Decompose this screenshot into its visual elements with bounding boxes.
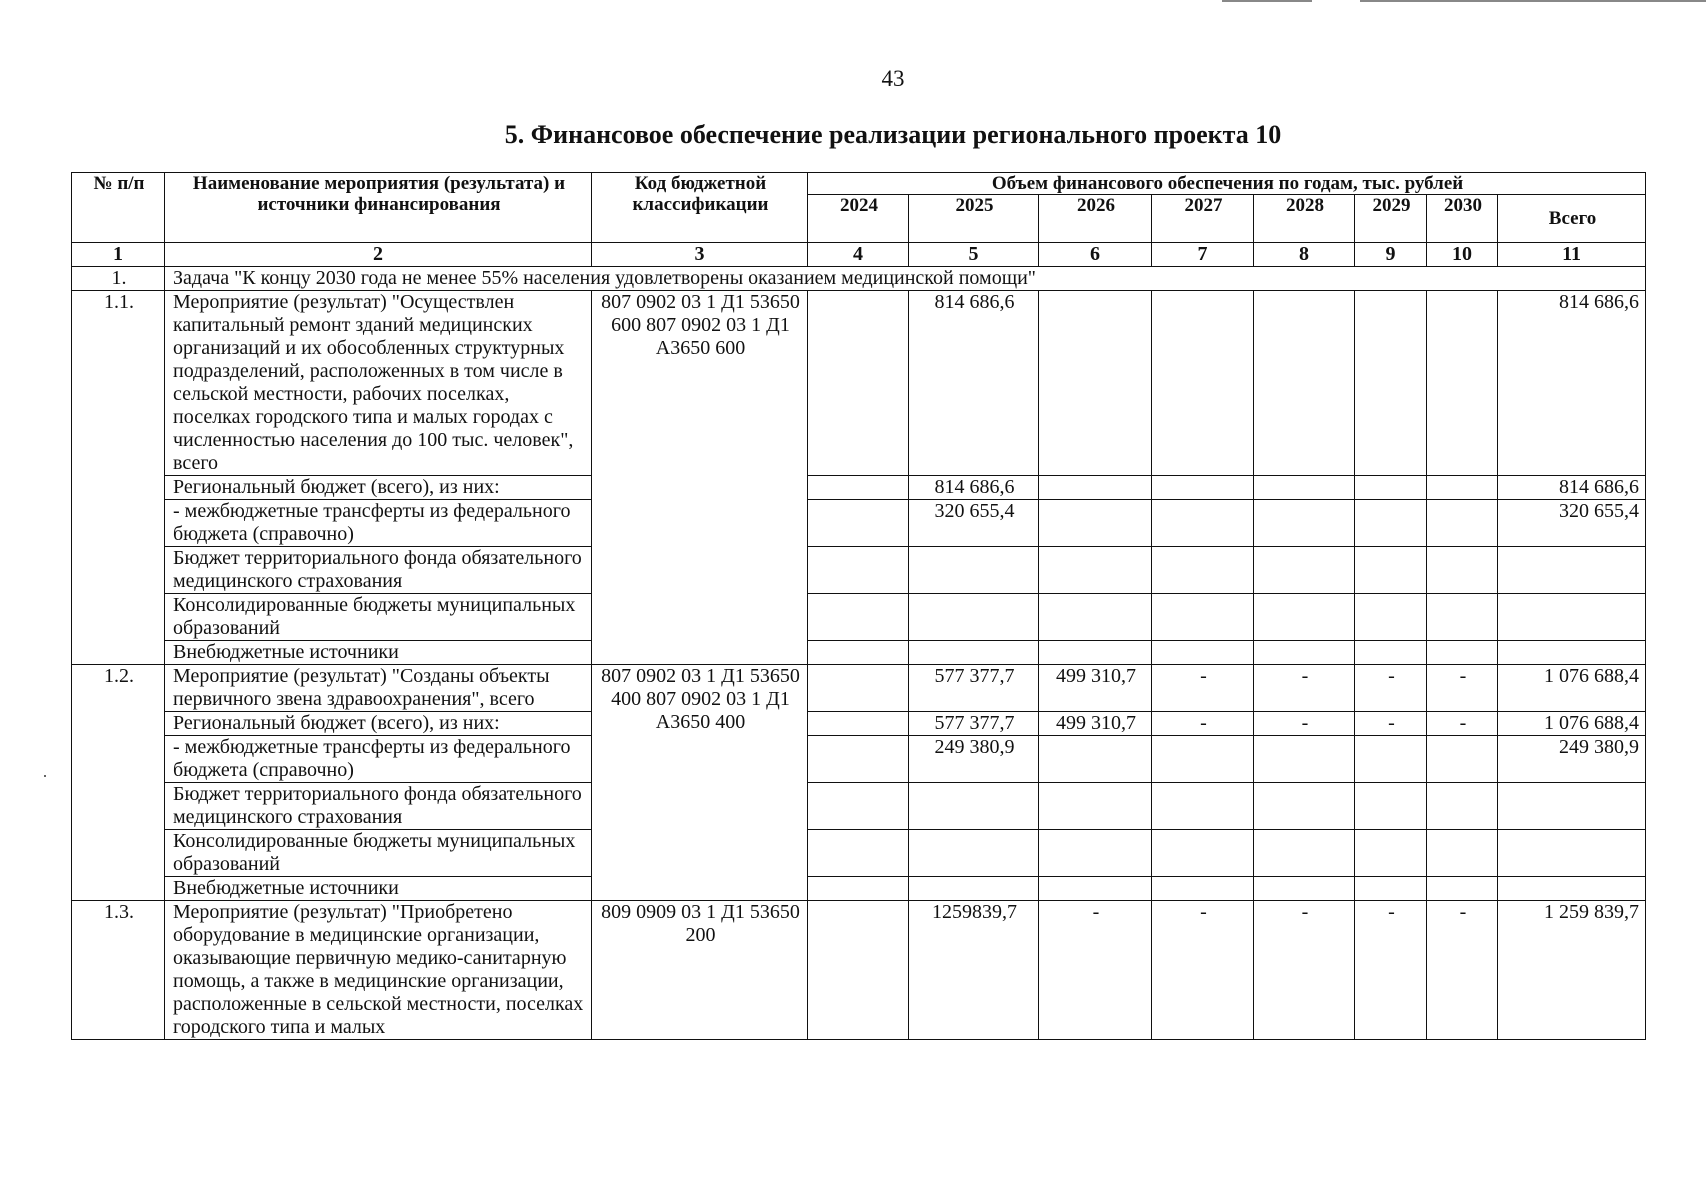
year-value	[808, 736, 909, 783]
year-value: -	[1355, 665, 1427, 712]
year-value	[1152, 736, 1254, 783]
funding-source-name: Региональный бюджет (всего), из них:	[165, 712, 592, 736]
task-row	[72, 267, 1646, 291]
scan-edge-line	[1222, 0, 1312, 2]
year-value	[1152, 291, 1254, 476]
year-value	[1152, 500, 1254, 547]
year-value	[1355, 476, 1427, 500]
funding-source-name: Консолидированные бюджеты муниципальных образований	[165, 830, 592, 877]
budget-code: 807 0902 03 1 Д1 53650 400 807 0902 03 1 Д1 А3650 400	[592, 665, 808, 901]
year-value	[909, 830, 1039, 877]
year-value	[1427, 736, 1498, 783]
year-value: 249 380,9	[909, 736, 1039, 783]
column-number-row	[72, 243, 1646, 267]
header-year: 2026	[1039, 195, 1152, 243]
column-number: 7	[1152, 243, 1254, 267]
year-value: -	[1254, 901, 1355, 1040]
year-value: 320 655,4	[909, 500, 1039, 547]
year-value	[1039, 877, 1152, 901]
year-value	[1427, 594, 1498, 641]
year-value	[808, 901, 909, 1040]
header-year: 2029	[1355, 195, 1427, 243]
funding-source-name: Внебюджетные источники	[165, 641, 592, 665]
year-value	[1039, 783, 1152, 830]
year-value	[909, 783, 1039, 830]
year-value	[909, 877, 1039, 901]
funding-source-name: Бюджет территориального фонда обязательного медицинского страхования	[165, 547, 592, 594]
scan-edge-line	[1360, 0, 1706, 2]
item-source-row	[72, 736, 1646, 783]
header-name: Наименование мероприятия (результата) и источники финансирования	[165, 173, 592, 243]
year-value	[808, 877, 909, 901]
item-number: 1.3.	[72, 901, 165, 1040]
year-value: 1259839,7	[909, 901, 1039, 1040]
year-value	[1152, 830, 1254, 877]
column-number: 9	[1355, 243, 1427, 267]
year-value	[1355, 736, 1427, 783]
funding-source-name: Региональный бюджет (всего), из них:	[165, 476, 592, 500]
year-value	[1355, 594, 1427, 641]
year-value	[909, 547, 1039, 594]
item-main-row	[72, 291, 1646, 476]
year-value	[1427, 783, 1498, 830]
year-value	[1427, 641, 1498, 665]
scan-speck	[44, 775, 46, 777]
year-value	[1152, 547, 1254, 594]
year-value: 814 686,6	[909, 291, 1039, 476]
header-year: 2027	[1152, 195, 1254, 243]
total-value: 320 655,4	[1498, 500, 1646, 547]
year-value	[1355, 830, 1427, 877]
year-value	[1039, 594, 1152, 641]
year-value	[1254, 476, 1355, 500]
column-number: 6	[1039, 243, 1152, 267]
year-value: -	[1152, 665, 1254, 712]
year-value	[1355, 641, 1427, 665]
task-number: 1.	[72, 267, 165, 291]
total-value	[1498, 783, 1646, 830]
year-value	[1427, 500, 1498, 547]
page-title: 5. Финансовое обеспечение реализации регионального проекта 10	[504, 120, 1282, 149]
year-value: -	[1254, 665, 1355, 712]
year-value: -	[1427, 665, 1498, 712]
item-name: Мероприятие (результат) "Приобретено оборудование в медицинские организации, оказывающие первичную медико-санитарную помощь, а также в медицинские организации, расположенные в сельской местности, поселках городского типа и малых	[165, 901, 592, 1040]
header-volume: Объем финансового обеспечения по годам, тыс. рублей	[808, 173, 1646, 195]
year-value	[1355, 547, 1427, 594]
year-value: 814 686,6	[909, 476, 1039, 500]
year-value: 577 377,7	[909, 665, 1039, 712]
total-value: 814 686,6	[1498, 291, 1646, 476]
year-value	[1039, 736, 1152, 783]
year-value	[1355, 877, 1427, 901]
total-value	[1498, 830, 1646, 877]
year-value: 499 310,7	[1039, 712, 1152, 736]
year-value	[1039, 641, 1152, 665]
year-value	[1427, 476, 1498, 500]
total-value	[1498, 877, 1646, 901]
item-main-row	[72, 665, 1646, 712]
item-source-row	[72, 476, 1646, 500]
year-value: 499 310,7	[1039, 665, 1152, 712]
budget-code: 807 0902 03 1 Д1 53650 600 807 0902 03 1 Д1 А3650 600	[592, 291, 808, 665]
year-value	[1152, 594, 1254, 641]
column-number: 2	[165, 243, 592, 267]
column-number: 1	[72, 243, 165, 267]
year-value	[909, 641, 1039, 665]
funding-source-name: - межбюджетные трансферты из федерального бюджета (справочно)	[165, 500, 592, 547]
total-value: 1 259 839,7	[1498, 901, 1646, 1040]
header-year: 2025	[909, 195, 1039, 243]
header-year: 2028	[1254, 195, 1355, 243]
total-value: 1 076 688,4	[1498, 665, 1646, 712]
year-value	[808, 665, 909, 712]
year-value	[1254, 594, 1355, 641]
year-value	[909, 594, 1039, 641]
funding-source-name: Внебюджетные источники	[165, 877, 592, 901]
year-value	[1254, 291, 1355, 476]
year-value: -	[1152, 901, 1254, 1040]
year-value	[1254, 500, 1355, 547]
total-value	[1498, 641, 1646, 665]
item-number: 1.2.	[72, 665, 165, 901]
funding-source-name: Бюджет территориального фонда обязательного медицинского страхования	[165, 783, 592, 830]
year-value	[1152, 476, 1254, 500]
year-value: -	[1152, 712, 1254, 736]
header-total: Всего	[1498, 195, 1646, 243]
item-source-row	[72, 783, 1646, 830]
header-num: № п/п	[72, 173, 165, 243]
item-source-row	[72, 830, 1646, 877]
column-number: 4	[808, 243, 909, 267]
total-value: 249 380,9	[1498, 736, 1646, 783]
column-number: 5	[909, 243, 1039, 267]
item-source-row	[72, 641, 1646, 665]
year-value	[1254, 736, 1355, 783]
year-value	[1355, 500, 1427, 547]
year-value	[1254, 783, 1355, 830]
header-year: 2024	[808, 195, 909, 243]
year-value	[1152, 641, 1254, 665]
column-number: 3	[592, 243, 808, 267]
year-value	[1355, 783, 1427, 830]
year-value	[808, 500, 909, 547]
item-source-row	[72, 547, 1646, 594]
year-value	[1039, 830, 1152, 877]
year-value: -	[1039, 901, 1152, 1040]
year-value: -	[1427, 712, 1498, 736]
year-value	[1152, 877, 1254, 901]
year-value: -	[1355, 901, 1427, 1040]
task-text: Задача "К концу 2030 года не менее 55% населения удовлетворены оказанием медицинской помощи"	[165, 267, 1646, 291]
year-value	[1355, 291, 1427, 476]
financing-table	[71, 172, 1646, 1040]
year-value	[808, 712, 909, 736]
year-value	[1254, 830, 1355, 877]
column-number: 11	[1498, 243, 1646, 267]
column-number: 10	[1427, 243, 1498, 267]
year-value: -	[1355, 712, 1427, 736]
year-value	[1254, 877, 1355, 901]
year-value	[1152, 783, 1254, 830]
year-value	[1039, 291, 1152, 476]
year-value	[1427, 877, 1498, 901]
header-code: Код бюджетной классификации	[592, 173, 808, 243]
budget-code: 809 0909 03 1 Д1 53650 200	[592, 901, 808, 1040]
year-value	[1039, 500, 1152, 547]
year-value	[808, 291, 909, 476]
year-value: 577 377,7	[909, 712, 1039, 736]
year-value	[1254, 641, 1355, 665]
year-value	[1427, 830, 1498, 877]
year-value	[1039, 476, 1152, 500]
total-value: 814 686,6	[1498, 476, 1646, 500]
year-value	[808, 783, 909, 830]
item-number: 1.1.	[72, 291, 165, 665]
year-value	[808, 830, 909, 877]
item-main-row	[72, 901, 1646, 1040]
item-source-row	[72, 594, 1646, 641]
year-value	[808, 594, 909, 641]
total-value	[1498, 547, 1646, 594]
column-number: 8	[1254, 243, 1355, 267]
year-value	[1039, 547, 1152, 594]
year-value	[1254, 547, 1355, 594]
year-value: -	[1427, 901, 1498, 1040]
year-value	[1427, 291, 1498, 476]
total-value	[1498, 594, 1646, 641]
year-value: -	[1254, 712, 1355, 736]
year-value	[1427, 547, 1498, 594]
total-value: 1 076 688,4	[1498, 712, 1646, 736]
funding-source-name: - межбюджетные трансферты из федерального бюджета (справочно)	[165, 736, 592, 783]
year-value	[808, 547, 909, 594]
page-number: 43	[881, 66, 905, 91]
item-name: Мероприятие (результат) "Осуществлен капитальный ремонт зданий медицинских организаций и их обособленных структурных подразделений, расположенных в том числе в сельской местности, рабочих поселках, поселках городского типа и малых городах с численностью населения до 100 тыс. человек", всего	[165, 291, 592, 476]
year-value	[808, 641, 909, 665]
item-source-row	[72, 712, 1646, 736]
item-source-row	[72, 500, 1646, 547]
item-name: Мероприятие (результат) "Созданы объекты первичного звена здравоохранения", всего	[165, 665, 592, 712]
header-year: 2030	[1427, 195, 1498, 243]
funding-source-name: Консолидированные бюджеты муниципальных образований	[165, 594, 592, 641]
item-source-row	[72, 877, 1646, 901]
year-value	[808, 476, 909, 500]
